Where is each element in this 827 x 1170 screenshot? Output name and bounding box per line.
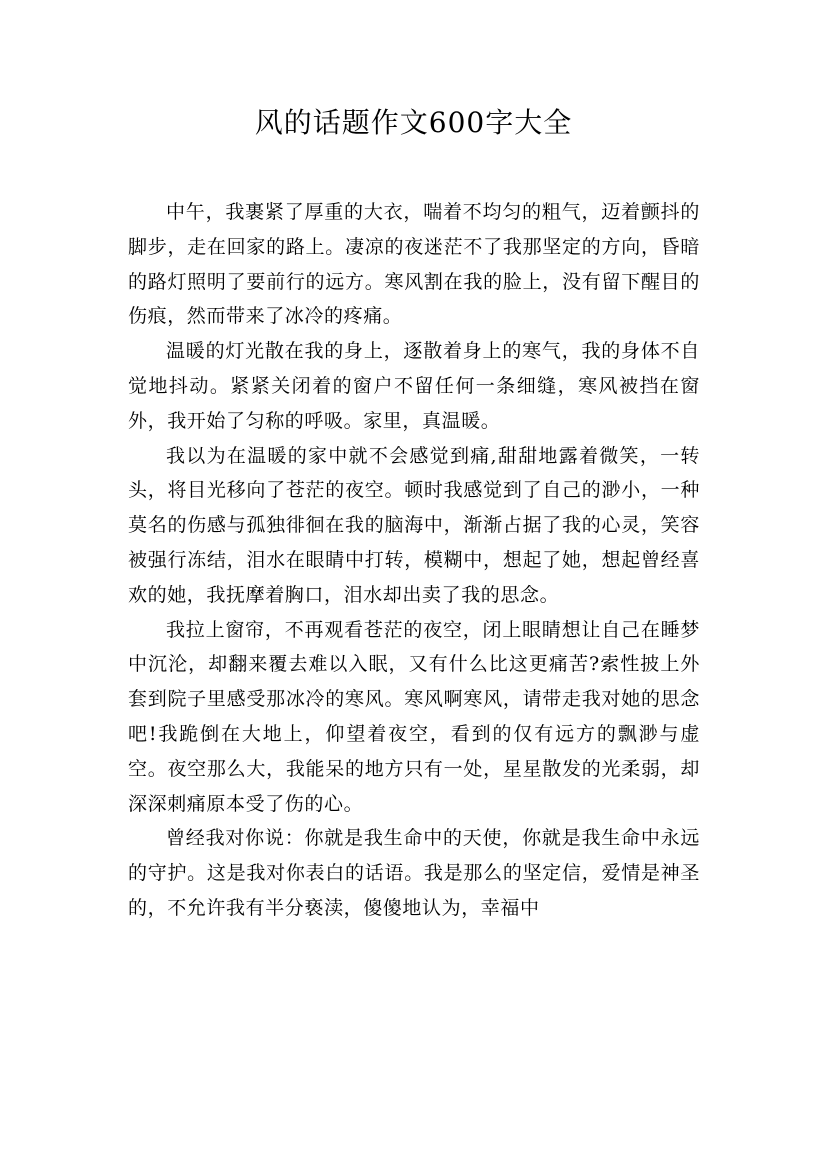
paragraph: 曾经我对你说：你就是我生命中的天使，你就是我生命中永远的守护。这是我对你表白的话语。我是那么的坚定信，爱情是神圣的，不允许我有半分亵渎，傻傻地认为，幸福中 [128,827,700,919]
document-body [128,195,700,926]
paragraph: 我以为在温暖的家中就不会感觉到痛,甜甜地露着微笑，一转头，将目光移向了苍茫的夜空。顿时我感觉到了自己的渺小，一种莫名的伤感与孤独徘徊在我的脑海中，渐渐占据了我的心灵，笑容被强行冻结，泪水在眼睛中打转，模糊中，想起了她，想起曾经喜欢的她，我抚摩着胸口，泪水却出卖了我的思念。 [128,444,700,606]
paragraph: 中午，我裹紧了厚重的大衣，喘着不均匀的粗气，迈着颤抖的脚步，走在回家的路上。凄凉的夜迷茫不了我那坚定的方向，昏暗的路灯照明了要前行的远方。寒风割在我的脸上，没有留下醒目的伤痕，然而带来了冰冷的疼痛。 [128,201,700,328]
paragraph: 温暖的灯光散在我的身上，逐散着身上的寒气，我的身体不自觉地抖动。紧紧关闭着的窗户不留任何一条细缝，寒风被挡在窗外，我开始了匀称的呼吸。家里，真温暖。 [128,340,700,432]
paragraph: 我拉上窗帘，不再观看苍茫的夜空，闭上眼睛想让自己在睡梦中沉沦，却翻来覆去难以入眠，又有什么比这更痛苦?索性披上外套到院子里感受那冰冷的寒风。寒风啊寒风，请带走我对她的思念吧!我跪倒在大地上，仰望着夜空，看到的仅有远方的飘渺与虚空。夜空那么大，我能呆的地方只有一处，星星散发的光柔弱，却深深刺痛原本受了伤的心。 [128,618,700,815]
document-title: 风的话题作文600字大全 [254,106,573,139]
